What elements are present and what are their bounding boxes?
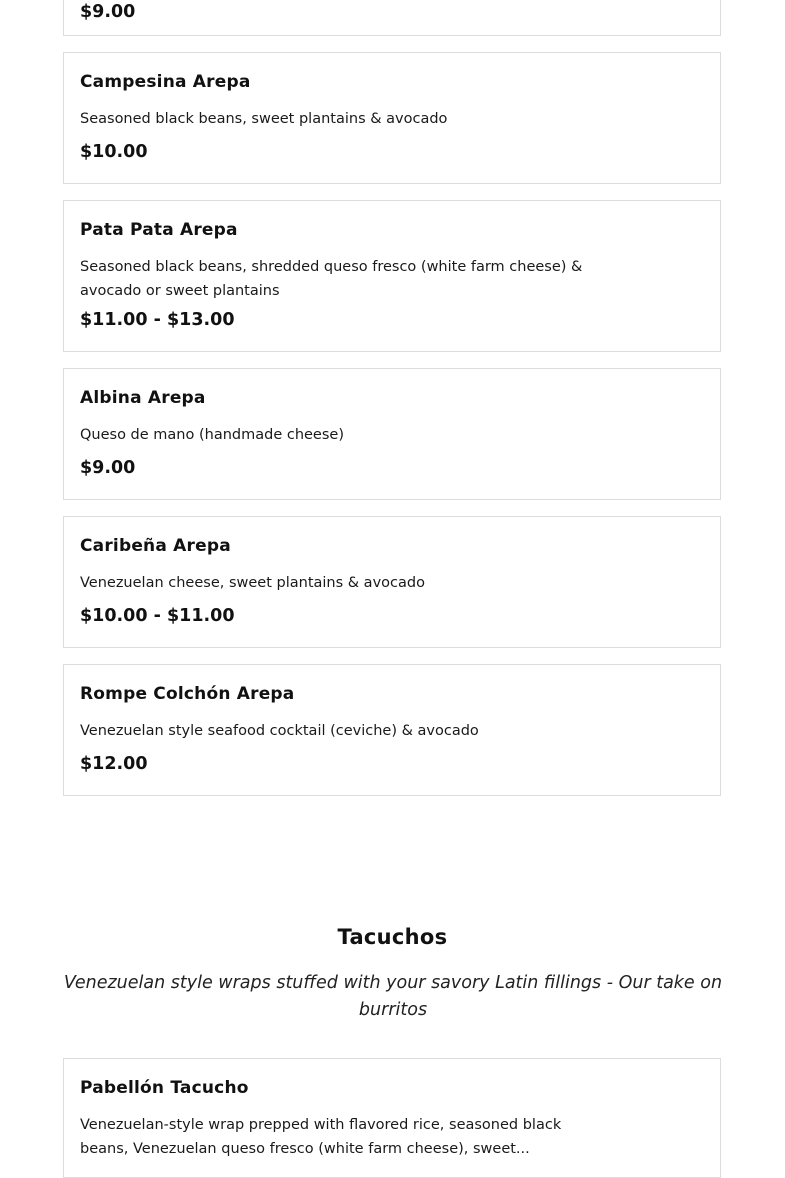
item-price: $12.00: [80, 754, 148, 774]
menu-item-card[interactable]: [63, 0, 721, 36]
item-description: Venezuelan-style wrap prepped with flavored rice, seasoned black beans, Venezuelan queso fresco (white farm cheese), sweet...: [80, 1117, 562, 1157]
item-price: $9.00: [80, 2, 136, 22]
item-name: Albina Arepa: [80, 388, 206, 408]
menu-item-card[interactable]: [63, 52, 721, 184]
menu-item-card[interactable]: [63, 368, 721, 500]
item-price: $10.00: [80, 142, 148, 162]
item-description: Venezuelan style seafood cocktail (ceviche) & avocado: [80, 723, 479, 739]
section-subtitle: Venezuelan style wraps stuffed with your savory Latin fillings - Our take on burritos: [63, 973, 723, 1020]
item-name: Campesina Arepa: [80, 72, 251, 92]
item-price: $10.00 - $11.00: [80, 606, 235, 626]
menu-item-card[interactable]: [63, 516, 721, 648]
item-description: Seasoned black beans, shredded queso fresco (white farm cheese) & avocado or sweet plantains: [80, 259, 583, 299]
item-name: Rompe Colchón Arepa: [80, 684, 295, 704]
menu-item-card[interactable]: [63, 1058, 721, 1178]
item-name: Pabellón Tacucho: [80, 1078, 249, 1098]
item-price: $9.00: [80, 458, 136, 478]
menu-item-card[interactable]: [63, 200, 721, 352]
item-name: Pata Pata Arepa: [80, 220, 238, 240]
menu-item-card[interactable]: [63, 664, 721, 796]
item-description: Queso de mano (handmade cheese): [80, 427, 344, 443]
item-description: Venezuelan cheese, sweet plantains & avocado: [80, 575, 425, 591]
section-title: Tacuchos: [337, 925, 448, 949]
item-description: Seasoned black beans, sweet plantains & avocado: [80, 111, 448, 127]
item-price: $11.00 - $13.00: [80, 310, 235, 330]
item-name: Caribeña Arepa: [80, 536, 231, 556]
